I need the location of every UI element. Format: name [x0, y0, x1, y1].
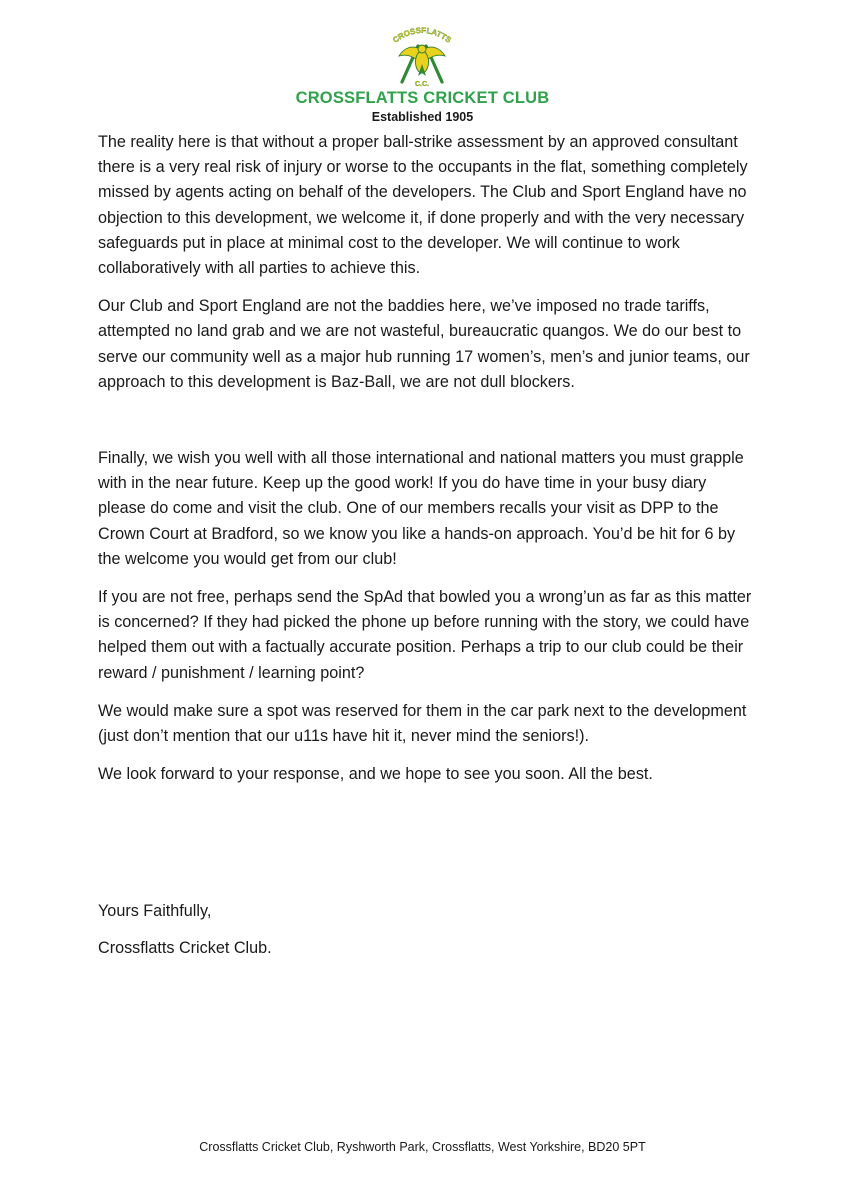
signature-line: Crossflatts Cricket Club. — [98, 939, 272, 958]
established-subtitle: Established 1905 — [371, 110, 474, 124]
paragraph-car-park: We would make sure a spot was reserved for them in the car park next to the development (just don’t mention that our u11s have hit it, never mind the seniors!). — [98, 701, 747, 746]
svg-text:CROSSFLATTS — [391, 26, 453, 45]
paragraph-closing-remark: We look forward to your response, and we hope to see you soon. All the best. — [98, 765, 653, 784]
closing-salutation: Yours Faithfully, — [98, 902, 212, 920]
signoff-block — [98, 899, 272, 973]
paragraph-invitation: Finally, we wish you well with all those international and national matters you must grapple with in the near future. Keep up the good work! If you do have time in your busy diary please do come and visit the club. One of our members recalls your visit as DPP to the Crown Court at Bradford, so we know you like a hands-on approach. You’d be hit for 6 by the welcome you would get from our club! — [98, 449, 744, 568]
letter-body — [98, 130, 758, 800]
crest-initials: C.C. — [415, 81, 429, 88]
club-name-heading: CROSSFLATTS CRICKET CLUB — [295, 89, 550, 107]
club-crest-logo — [382, 20, 462, 88]
paragraph-not-baddies: Our Club and Sport England are not the baddies here, we’ve imposed no trade tariffs, attempted no land grab and we are not wasteful, bureaucratic quangos. We do our best to serve our community well as a major hub running 17 women’s, men’s and junior teams, our approach to this development is Baz-Ball, we are not dull blockers. — [98, 297, 750, 391]
paragraph-spad: If you are not free, perhaps send the SpAd that bowled you a wrong’un as far as this matter is concerned? If they had picked the phone up before running with the story, we could have helped them out with a factually accurate position. Perhaps a trip to our club could be their reward / punishment / learning point? — [98, 588, 752, 682]
crest-arc-text: CROSSFLATTS — [391, 25, 453, 45]
paragraph-ball-strike: The reality here is that without a proper ball-strike assessment by an approved consultant there is a very real risk of injury or worse to the occupants in the flat, something completely missed by agents acting on behalf of the developers. The Club and Sport England have no objection to this development, we welcome it, if done properly and with the very necessary safeguards put in place at minimal cost to the developer. We will continue to work collaboratively with all parties to achieve this. — [98, 133, 748, 278]
footer-address: Crossflatts Cricket Club, Ryshworth Park, Crossflatts, West Yorkshire, BD20 5PT — [199, 1140, 646, 1154]
